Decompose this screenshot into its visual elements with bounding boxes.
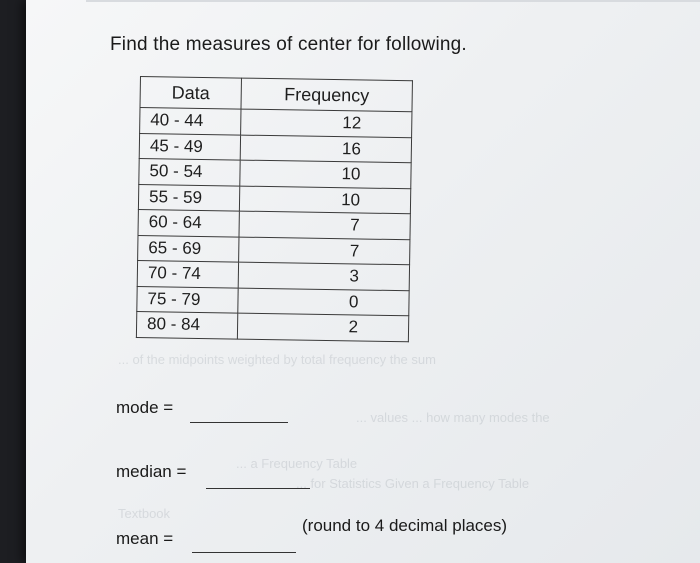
frequency-cell: 10 [239,186,410,214]
frequency-table [136,76,413,342]
median-label: median = [116,462,187,481]
frequency-cell: 16 [240,135,411,163]
ghost-text: ... for Statistics Given a Frequency Table [296,476,530,491]
data-cell: 60 - 64 [138,209,239,236]
mode-answer-blank[interactable] [190,422,288,423]
ghost-text: ... of the midpoints weighted by total frequency the sum [118,352,436,367]
data-cell: 45 - 49 [139,133,240,160]
header-data: Data [140,77,241,110]
frequency-cell: 2 [237,313,408,341]
frequency-cell: 12 [241,109,412,137]
question-title: Find the measures of center for following. [110,34,467,55]
ghost-text: ... a Frequency Table [236,456,358,471]
data-cell: 40 - 44 [140,108,241,135]
frequency-cell: 0 [238,288,409,316]
header-frequency: Frequency [241,78,412,112]
frequency-cell: 7 [239,237,410,265]
data-cell: 50 - 54 [139,158,240,185]
data-cell: 65 - 69 [138,235,239,262]
mean-answer-blank[interactable] [192,552,296,553]
median-answer-blank[interactable] [206,488,310,489]
mode-label: mode = [116,398,174,417]
worksheet-page [26,0,700,563]
ghost-text: Textbook [118,506,171,521]
table-header-row [140,77,412,112]
data-cell: 70 - 74 [137,260,238,287]
mean-label: mean = [116,529,174,548]
frequency-cell: 10 [240,160,411,188]
page-edge-line [86,0,700,2]
data-cell: 80 - 84 [136,311,237,338]
rounding-note: (round to 4 decimal places) [302,516,508,535]
frequency-cell: 7 [239,211,410,239]
data-cell: 75 - 79 [137,286,238,313]
data-cell: 55 - 59 [138,184,239,211]
frequency-cell: 3 [238,262,409,290]
table-row [136,311,408,341]
ghost-text: ... values ... how many modes the [356,410,550,425]
